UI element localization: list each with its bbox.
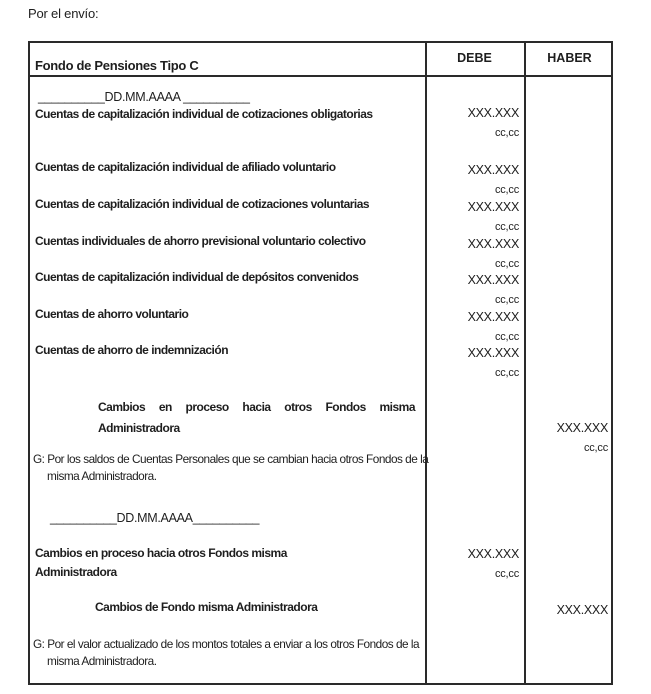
debit-amount bbox=[427, 307, 519, 347]
debit-entry-label: Cuentas de ahorro voluntario bbox=[35, 307, 189, 321]
debit-entry-label: Cuentas de capitalización individual de depósitos convenidos bbox=[35, 270, 359, 284]
debit-entry-label: Cambios en proceso hacia otros Fondos misma Administradora bbox=[35, 546, 287, 579]
credit-amount bbox=[526, 600, 608, 620]
debit-entry-label: Cuentas de ahorro de indemnización bbox=[35, 343, 229, 357]
column-divider-haber bbox=[524, 43, 526, 683]
date-line-2: __________DD.MM.AAAA__________ bbox=[50, 511, 260, 525]
intro-text: Por el envío: bbox=[28, 6, 99, 21]
amount-value: XXX.XXX bbox=[467, 106, 519, 120]
amount-cents: cc,cc bbox=[494, 331, 519, 343]
amount-value: XXX.XXX bbox=[467, 346, 519, 360]
date-line-1: __________DD.MM.AAAA __________ bbox=[38, 90, 250, 104]
amount-value: XXX.XXX bbox=[467, 273, 519, 287]
debit-amount bbox=[427, 343, 519, 383]
amount-value: XXX.XXX bbox=[467, 237, 519, 251]
debit-amount bbox=[427, 197, 519, 237]
amount-value: XXX.XXX bbox=[467, 163, 519, 177]
journal-entry-table bbox=[28, 41, 613, 685]
amount-value: XXX.XXX bbox=[467, 310, 519, 324]
amount-value: XXX.XXX bbox=[467, 200, 519, 214]
debit-amount bbox=[427, 160, 519, 200]
amount-cents: cc,cc bbox=[494, 127, 519, 139]
amount-cents: cc,cc bbox=[494, 568, 519, 580]
amount-cents: cc,cc bbox=[494, 184, 519, 196]
amount-value: XXX.XXX bbox=[467, 547, 519, 561]
amount-value: XXX.XXX bbox=[556, 421, 608, 435]
debit-entry-label: Cuentas individuales de ahorro previsional voluntario colectivo bbox=[35, 234, 366, 248]
debit-entry-label: Cuentas de capitalización individual de cotizaciones voluntarias bbox=[35, 197, 370, 211]
debit-column-header: DEBE bbox=[457, 51, 492, 65]
gloss-note: G: Por los saldos de Cuentas Personales que se cambian hacia otros Fondos de la misma Administradora. bbox=[33, 452, 429, 483]
amount-cents: cc,cc bbox=[494, 367, 519, 379]
credit-entry-label: Cambios en proceso hacia otros Fondos misma Administradora bbox=[98, 400, 415, 435]
debit-amount bbox=[427, 544, 519, 584]
amount-value: XXX.XXX bbox=[556, 603, 608, 617]
debit-entry-label: Cuentas de capitalización individual de afiliado voluntario bbox=[35, 160, 336, 174]
debit-amount bbox=[427, 234, 519, 274]
debit-entry-label: Cuentas de capitalización individual de cotizaciones obligatorias bbox=[35, 107, 373, 121]
amount-cents: cc,cc bbox=[494, 258, 519, 270]
debit-amount bbox=[427, 103, 519, 143]
amount-cents: cc,cc bbox=[494, 221, 519, 233]
credit-entry-label: Cambios de Fondo misma Administradora bbox=[95, 600, 318, 614]
debit-amount bbox=[427, 270, 519, 310]
amount-cents: cc,cc bbox=[494, 294, 519, 306]
fund-title: Fondo de Pensiones Tipo C bbox=[35, 58, 199, 73]
header-divider-line bbox=[30, 75, 611, 77]
credit-column-header: HABER bbox=[547, 51, 592, 65]
gloss-note: G: Por el valor actualizado de los montos totales a enviar a los otros Fondos de la misma Administradora. bbox=[33, 637, 420, 668]
amount-cents: cc,cc bbox=[583, 442, 608, 454]
credit-amount bbox=[526, 418, 608, 458]
